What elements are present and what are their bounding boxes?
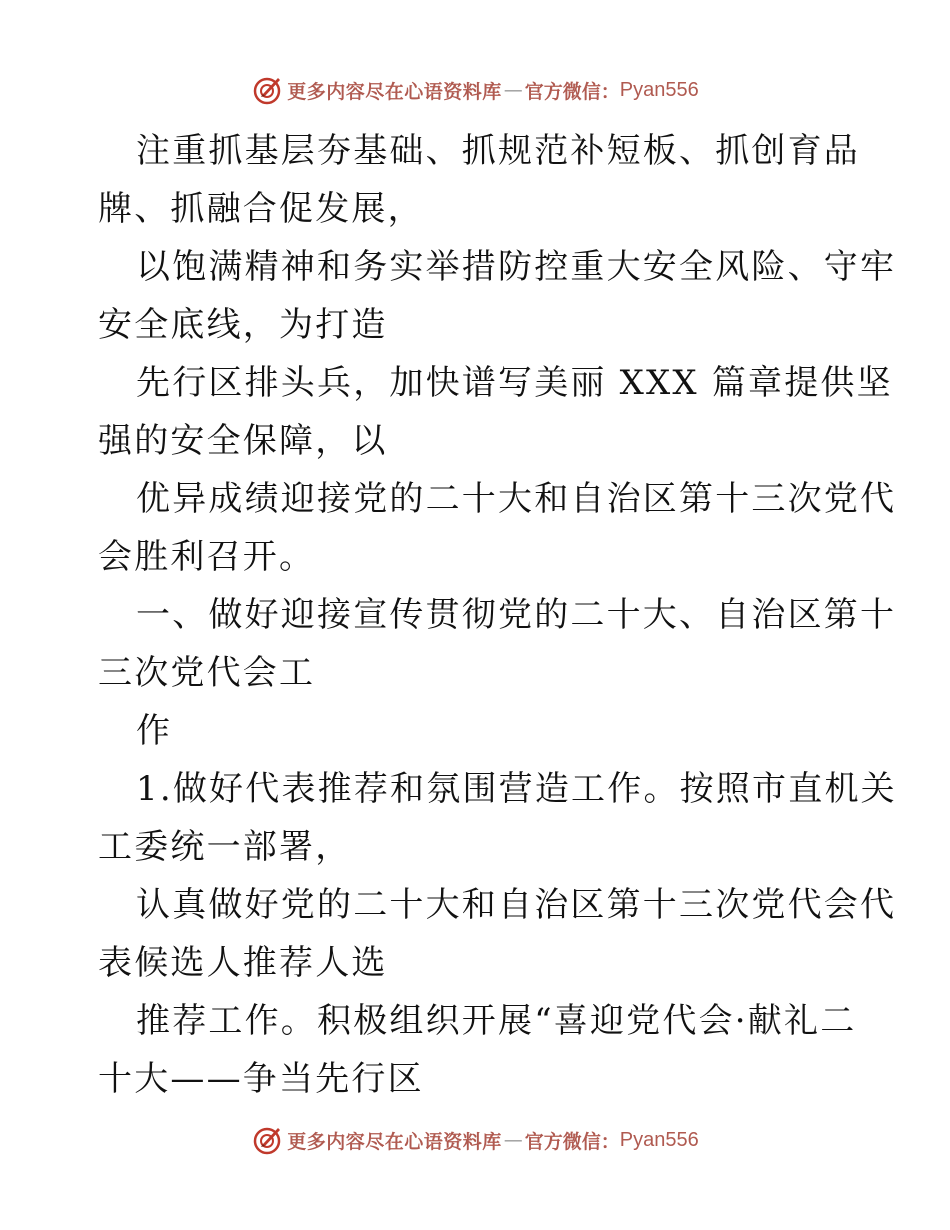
text-line: 注重抓基层夯基础、抓规范补短板、抓创育品	[136, 131, 860, 171]
text-line: 以饱满精神和务实举措防控重大安全风险、守牢	[136, 247, 897, 287]
brand-logo-icon	[251, 1124, 283, 1156]
document-body	[98, 122, 897, 1108]
text-line: 认真做好党的二十大和自治区第十三次党代会代	[136, 885, 897, 925]
banner-wechat-label: 官方微信：	[524, 1130, 620, 1153]
banner-separator: —	[503, 1129, 523, 1151]
text-line: 先行区排头兵，加快谱写美丽 XXX 篇章提供坚	[136, 363, 893, 403]
banner-wechat-id: Pyan556	[619, 78, 699, 101]
text-line: 牌、抓融合促发展，	[98, 189, 424, 229]
section-heading-line: 三次党代会工	[98, 653, 316, 693]
brand-logo-icon	[251, 74, 283, 106]
banner-brand-text: 更多内容尽在心语资料库	[287, 80, 502, 103]
text-line: 表候选人推荐人选	[98, 943, 388, 983]
text-line: 推荐工作。积极组织开展“喜迎党代会·献礼二	[136, 1001, 857, 1041]
footer-banner	[0, 1120, 950, 1160]
section-heading-line: 一、做好迎接宣传贯彻党的二十大、自治区第十	[136, 595, 897, 635]
text-line: 强的安全保障，以	[98, 421, 388, 461]
text-line: 优异成绩迎接党的二十大和自治区第十三次党代	[136, 479, 897, 519]
banner-wechat-id: Pyan556	[619, 1128, 699, 1151]
banner-separator: —	[503, 79, 523, 101]
text-line: 安全底线，为打造	[98, 305, 388, 345]
banner-brand-text: 更多内容尽在心语资料库	[287, 1130, 502, 1153]
banner-wechat-label: 官方微信：	[524, 80, 620, 103]
header-banner	[0, 70, 950, 110]
text-line: 会胜利召开。	[98, 537, 316, 577]
text-line: 十大——争当先行区	[98, 1059, 424, 1099]
text-line: 1.做好代表推荐和氛围营造工作。按照市直机关	[136, 769, 897, 809]
text-line: 工委统一部署，	[98, 827, 352, 867]
section-heading-line: 作	[136, 711, 173, 751]
